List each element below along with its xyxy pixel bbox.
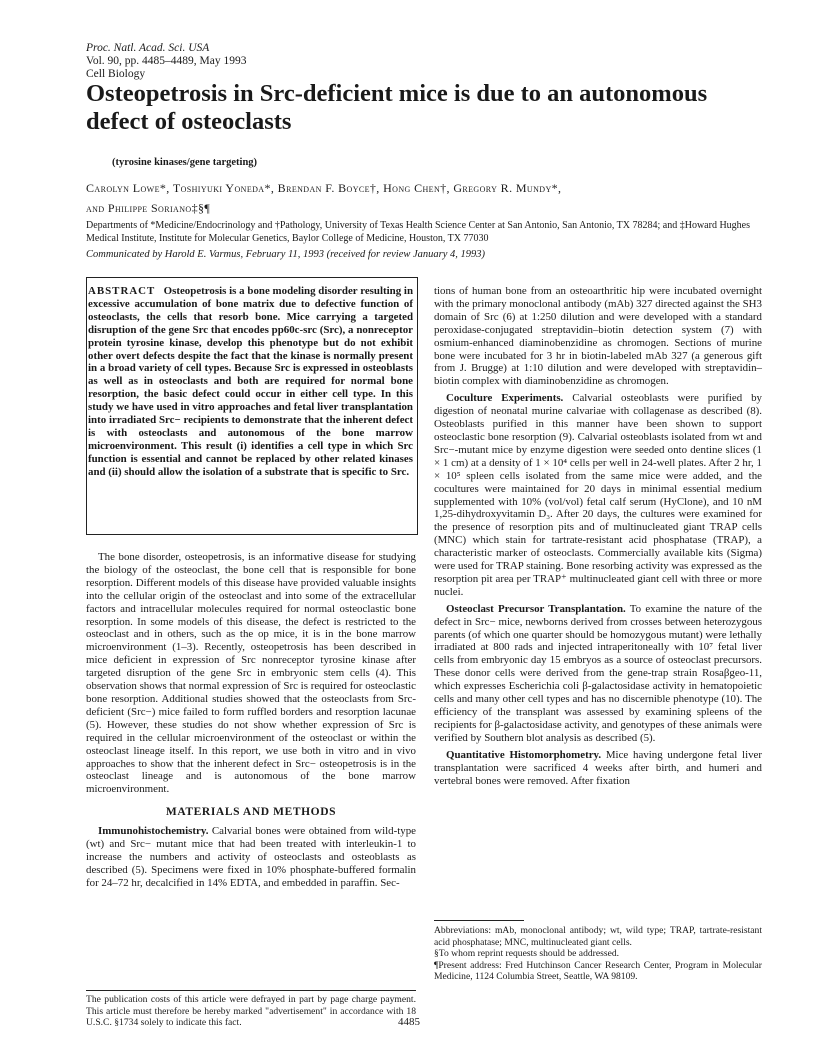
intro-paragraph: The bone disorder, osteopetrosis, is an informative disease for studying the biology of the osteoclast, the bone cell that is responsible for bone resorption. Different models of this disease have provided valuable insights into the cellular origin of the osteoclast and into some of the extracellular factors and intracellular molecules required for normal osteoclastic bone resorption. In some models of this disease, the defect is restricted to the osteoclast and in others, such as the op mice, it is in the bone marrow microenvironment (1–3). Recently, osteopetrosis has been described in mice deficient in expression of Src nonreceptor tyrosine kinase after targeted disruption of the gene Src in embryonic stem cells (4). This observation shows that normal expression of Src is required for osteoclastic bone resorption. Additional studies showed that the osteoclasts from Src-deficient (Src−) mice failed to form ruffled borders and resorption lacunae (5). However, these studies do not show whether expression of Src is required in the cellular microenvironment of the osteoclast or within the osteoclast lineage itself. In this report, we use both in vitro and in vivo approaches to show that the inherent defect in Src− osteopetrosis is in the osteoclast lineage and is autonomous of the bone marrow microenvironment. [86, 551, 416, 796]
immunohistochemistry-heading: Immunohistochemistry. [98, 825, 209, 838]
article-title: Osteopetrosis in Src-deficient mice is due to an autonomous defect of osteoclasts [86, 80, 708, 135]
journal-section: Cell Biology [86, 68, 146, 80]
page-number: 4485 [398, 1016, 420, 1028]
footnotes [434, 925, 762, 983]
communicated-by: Communicated by Harold E. Varmus, February 11, 1993 (received for review January 4, 1993) [86, 249, 486, 260]
author-list [86, 178, 766, 218]
journal-volume: Vol. 90, pp. 4485–4489, May 1993 [86, 55, 247, 67]
histomorphometry-paragraph [434, 749, 762, 788]
left-column [86, 551, 416, 890]
immunohistochemistry-text: Calvarial bones were obtained from wild-type (wt) and Src− mutant mice that had been treated with interleukin-1 to increase the numbers and activity of osteoclasts and osteoblasts as described (5). Specimens were fixed in 10% phosphate-buffered formalin for 24–72 hr, decalcified in 14% EDTA, and embedded in paraffin. Sec- [86, 825, 416, 889]
immunohistochemistry-paragraph [86, 825, 416, 890]
footnote-reprint: §To whom reprint requests should be addressed. [434, 948, 620, 959]
publication-note-divider [86, 990, 416, 991]
right-column [434, 285, 762, 787]
affiliations: Departments of *Medicine/Endocrinology and †Pathology, University of Texas Health Science Center at San Antonio, San Antonio, TX 78284; and ‡Howard Hughes Medical Institute, Institute for Molecular Genetics, Baylor College of Medicine, Houston, TX 77030 [86, 220, 750, 244]
precursor-text: To examine the nature of the defect in Src− mice, newborns derived from crosses between heterozygous parents (of which one quarter should be homozygous mutant) were lethally irradiated at 800 rads and injected intraperitoneally with 10⁷ fetal liver cells from embryonic day 15 embryos as a source of osteoclast precursors. These donor cells were derived from the gene-trap strain Rosaβgeo-11, which expresses Escherichia coli β-galactosidase activity in hematopoietic cells and many other cell types and has no discernible phenotype (10). The efficiency of the transplant was assessed by examining spleens of the recipients for β-galactosidase activity, and genotypes of these animals were verified by Southern blot analysis as described (5). [434, 602, 762, 744]
footnote-divider [434, 920, 524, 921]
abstract-body: Osteopetrosis is a bone modeling disorder resulting in excessive accumulation of bone matrix due to defective function of osteoclasts, the cells that resorb bone. Mice carrying a targeted disruption of the gene Src that encodes pp60c-src (Src), a nonreceptor protein tyrosine kinase, develop this phenotype but do not exhibit other overt defects despite the fact that the kinase is normally present in a broad variety of cell types. Because Src is expressed in osteoblasts as well as in osteoclasts and both are required for normal bone resorption, the basic defect could occur in either cell type. In this study we have used in vitro approaches and fetal liver transplantation into irradiated Src− recipients to demonstrate that the inherent defect is with osteoclasts and autonomous of the bone marrow microenvironment. This result (i) identifies a cell type in which Src function is essential and cannot be replaced by other related kinases and (ii) should allow the isolation of a substrate that is specific to Src. [88, 285, 413, 478]
author-line-1: Carolyn Lowe*, Toshiyuki Yoneda*, Brendan F. Boyce†, Hong Chen†, Gregory R. Mundy*, [86, 181, 562, 195]
precursor-paragraph [434, 603, 762, 745]
methods-heading: MATERIALS AND METHODS [165, 806, 337, 819]
precursor-heading: Osteoclast Precursor Transplantation. [446, 602, 626, 615]
journal-header [86, 42, 246, 81]
histomorphometry-heading: Quantitative Histomorphometry. [446, 748, 602, 761]
keywords: (tyrosine kinases/gene targeting) [112, 157, 258, 168]
footnote-present-address: ¶Present address: Fred Hutchinson Cancer Research Center, Program in Molecular Medicine, 1124 Columbia Street, Seattle, WA 98109. [434, 959, 762, 982]
abstract [88, 285, 413, 479]
footnote-abbreviations: Abbreviations: mAb, monoclonal antibody; wt, wild type; TRAP, tartrate-resistant acid phosphatase; MNC, multinucleated giant cells. [434, 925, 762, 948]
coculture-text: Calvarial osteoblasts were purified by digestion of neonatal murine calvariae with collagenase as described (8). Osteoblasts purified in this manner have been shown to support osteoclastic bone resorption (9). Calvarial osteoblasts isolated from wt and Src−-mutant mice by enzyme digestion were seeded onto dentine slices (1 × 1 cm) at a density of 1 × 10⁴ cells per well in 24-well plates. After 2 hr, 1 × 10⁵ spleen cells isolated from the same mice were added, and the cocultures were maintained for 20 days in minimal essential medium supplemented with 10% (vol/vol) fetal calf serum (HyClone), and 10 nM 1,25-dihydroxyvitamin D₃. After 20 days, the cultures were examined for the presence of resorption pits and of multinucleated giant TRAP cells (MNC) which stain for tartrate-resistant acid phosphatase (TRAP), a characteristic marker of osteoclasts. Commercially available kits (Sigma) were used for TRAP staining. Bone resorbing activity was expressed as the resorption pit area per TRAP⁺ multinucleated giant cell with three or more nuclei. [434, 392, 762, 598]
author-line-2: and Philippe Soriano‡§¶ [86, 201, 211, 215]
immuno-continued-paragraph: tions of human bone from an osteoarthritic hip were incubated overnight with the primary monoclonal antibody (mAb) 327 directed against the SH3 domain of Src (6) at 1:250 dilution and were developed with a standard peroxidase-conjugated streptavidin–biotin detection system (7) with osmium-enhanced diaminobenzidine as chromogen. Sections of murine bone were incubated for 3 hr in biotin-labeled mAb 327 (a generous gift from J. Brugge) at 1:10 dilution and were developed with streptavidin–biotin complex with diaminobenzidine as chromogen. [434, 285, 762, 388]
coculture-paragraph [434, 392, 762, 599]
publication-cost-note: The publication costs of this article were defrayed in part by page charge payment. This article must therefore be hereby marked "advertisement" in accordance with 18 U.S.C. §1734 solely to indicate this fact. [86, 994, 416, 1028]
journal-name: Proc. Natl. Acad. Sci. USA [86, 42, 210, 54]
abstract-heading: ABSTRACT [88, 285, 156, 297]
coculture-heading: Coculture Experiments. [446, 392, 564, 405]
histomorphometry-text: Mice having undergone fetal liver transplantation were sacrificed 4 weeks after birth, and humeri and vertebral bones were removed. After fixation [434, 748, 762, 787]
